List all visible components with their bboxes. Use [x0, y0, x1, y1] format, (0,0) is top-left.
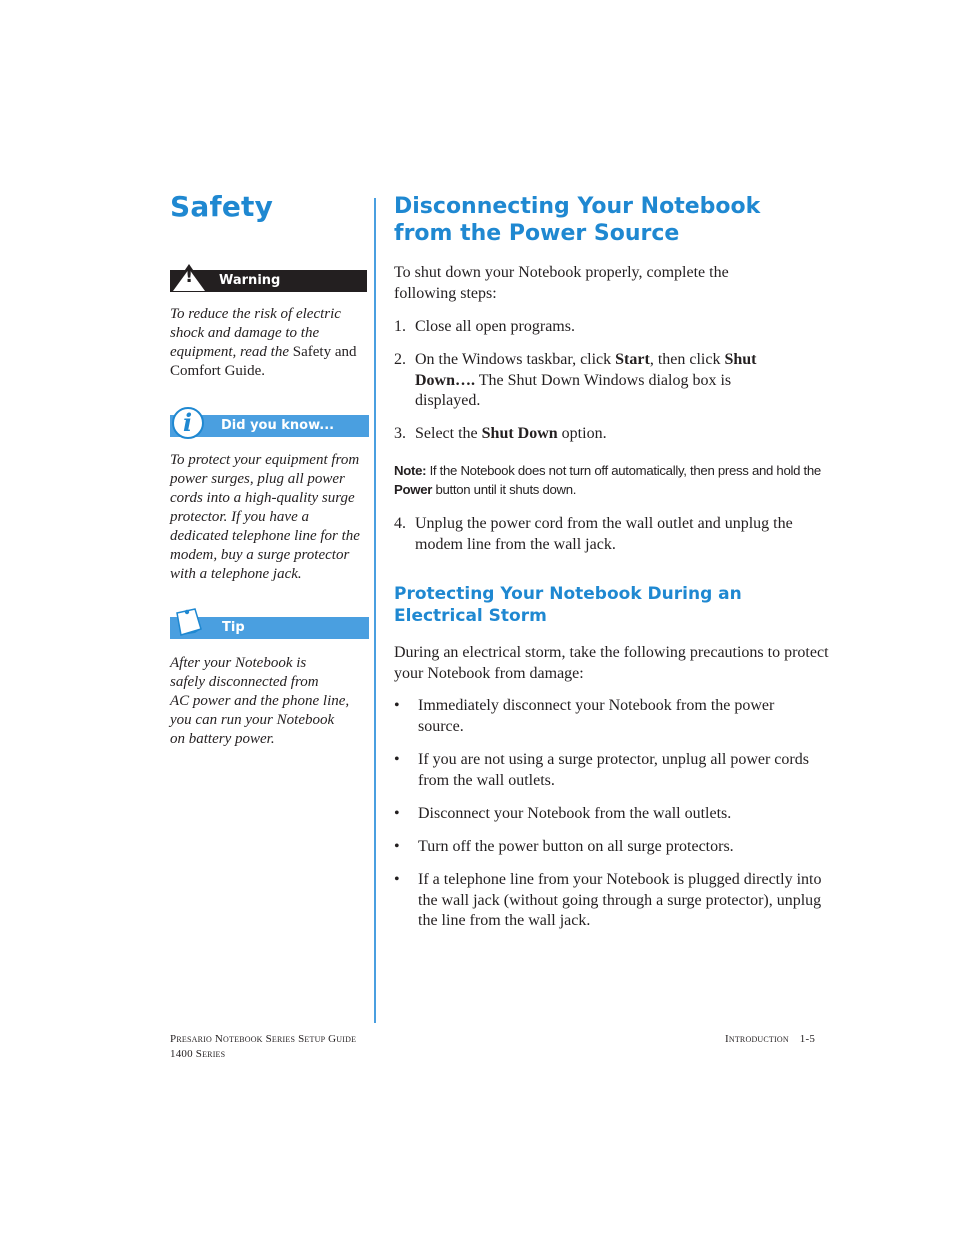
- storm-intro-paragraph: During an electrical storm, take the following precautions to protect your Notebook from damage:: [394, 644, 829, 682]
- step-item: 2. On the Windows taskbar, click Start, then click Shut Down…. The Shut Down Windows dialog box is displayed.: [394, 351, 757, 409]
- tip-label: Tip: [222, 620, 245, 635]
- tip-note-icon: [173, 607, 203, 637]
- did-you-know-banner: i Did you know...: [170, 415, 369, 437]
- page-number: 1-5: [799, 1033, 816, 1045]
- section-subheading: Protecting Your Notebook During an Electrical Storm: [394, 584, 742, 626]
- sidebar-title: Safety: [170, 190, 274, 223]
- did-you-know-text: To protect your equipment from power surges, plug all power cords into a high-quality surge protector. If you have a dedicated telephone line for the modem, buy a surge protector with a telephone jack.: [170, 452, 360, 582]
- warning-label: Warning: [219, 273, 281, 288]
- note: Note: If the Notebook does not turn off automatically, then press and hold the Power button until it shuts down.: [394, 463, 821, 497]
- footer-left: Presario Notebook Series Setup Guide 1400 Series: [170, 1033, 357, 1060]
- page-title: Disconnecting Your Notebook from the Power Source: [394, 194, 761, 246]
- tip-text: After your Notebook is safely disconnected from AC power and the phone line, you can run your Notebook on battery power.: [170, 655, 350, 747]
- warning-banner: ! Warning: [170, 270, 367, 292]
- tip-banner: [170, 617, 369, 639]
- intro-paragraph: To shut down your Notebook properly, complete the following steps:: [394, 264, 729, 302]
- warning-text: To reduce the risk of electric shock and damage to the equipment, read the Safety and Comfort Guide.: [170, 306, 357, 379]
- did-you-know-label: Did you know...: [221, 418, 335, 433]
- footer-right: [725, 1032, 825, 1047]
- footer-section: Introduction: [725, 1033, 789, 1045]
- column-divider: [374, 198, 376, 1023]
